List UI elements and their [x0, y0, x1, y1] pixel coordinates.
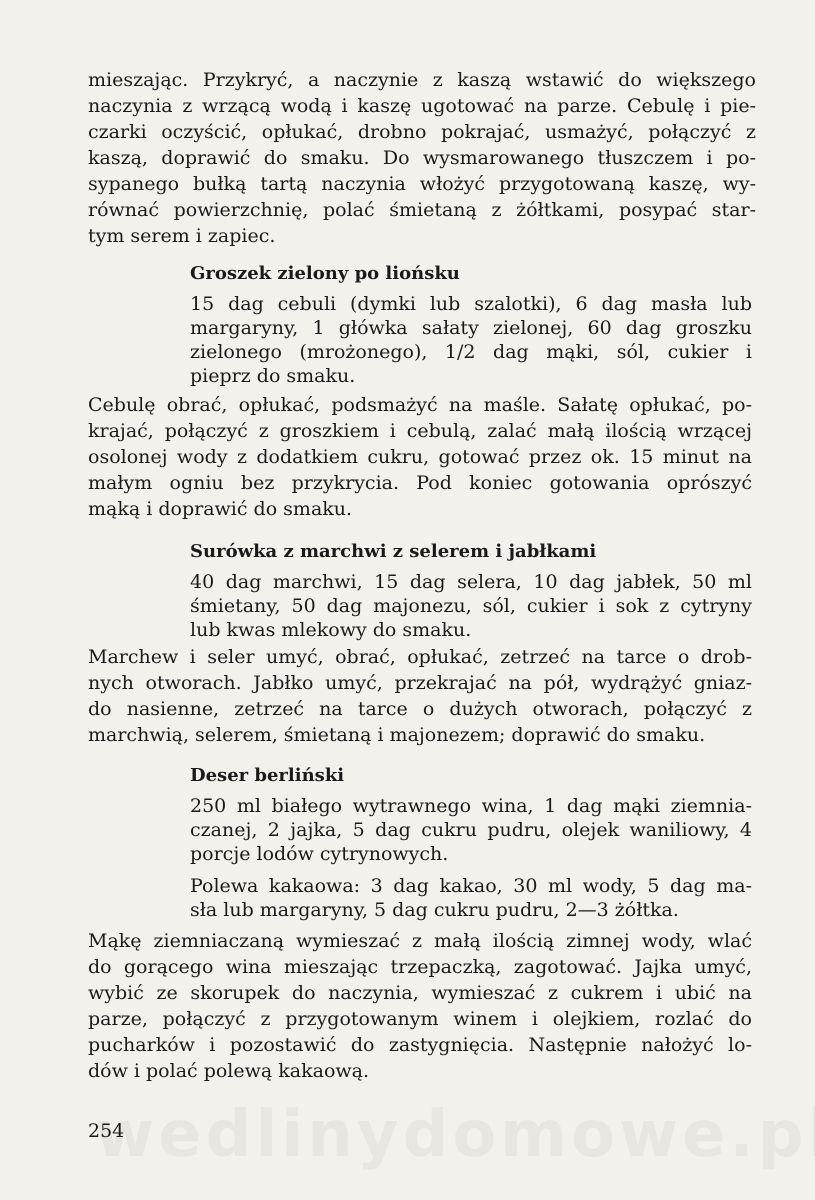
text-line: dów i polać polewą kakaową. — [88, 1060, 370, 1082]
text-line: pucharków i pozostawić do zastygnięcia. Następnie nałożyć lo- — [88, 1034, 752, 1056]
text-line: 250 ml białego wytrawnego wina, 1 dag mąki ziemnia- — [190, 795, 752, 817]
text-line: czarki oczyścić, opłukać, drobno pokrajać, usmażyć, połączyć z — [88, 121, 756, 143]
text-line: kaszą, doprawić do smaku. Do wysmarowanego tłuszczem i po- — [88, 147, 756, 169]
text-line: marchwią, selerem, śmietaną i majonezem; doprawić do smaku. — [88, 724, 706, 746]
text-line: Mąkę ziemniaczaną wymieszać z małą ilością zimnej wody, wlać — [88, 930, 752, 952]
text-line: nych otworach. Jabłko umyć, przekrajać na pół, wydrążyć gniaz- — [88, 672, 752, 694]
recipe-method — [88, 928, 752, 1084]
recipe-ingredients-glaze — [190, 874, 752, 922]
text-line: do nasienne, zetrzeć na tarce o dużych otworach, połączyć z — [88, 698, 752, 720]
recipe-title: Surówka z marchwi z selerem i jabłkami — [190, 541, 597, 562]
text-line: zielonego (mrożonego), 1/2 dag mąki, sól, cukier i — [190, 341, 752, 363]
recipe-method — [88, 392, 752, 522]
text-line: lub kwas mlekowy do smaku. — [190, 619, 472, 641]
text-line: Marchew i seler umyć, obrać, opłukać, zetrzeć na tarce o drob- — [88, 646, 752, 668]
text-line: równać powierzchnię, polać śmietaną z żółtkami, posypać star- — [88, 199, 756, 221]
text-line: czanej, 2 jajka, 5 dag cukru pudru, olejek waniliowy, 4 — [190, 819, 752, 841]
text-line: pieprz do smaku. — [190, 365, 356, 387]
text-line: 15 dag cebuli (dymki lub szalotki), 6 dag masła lub — [190, 293, 752, 315]
text-line: sypanego bułką tartą naczynia włożyć przygotowaną kaszę, wy- — [88, 173, 756, 195]
text-line: mąką i doprawić do smaku. — [88, 498, 353, 520]
watermark — [95, 1098, 735, 1172]
recipe-title: Groszek zielony po liońsku — [190, 263, 460, 284]
text-line: do gorącego wina mieszając trzepaczką, zagotować. Jajka umyć, — [88, 956, 752, 978]
text-line: porcje lodów cytrynowych. — [190, 843, 449, 865]
text-line: Polewa kakaowa: 3 dag kakao, 30 ml wody, 5 dag ma- — [190, 875, 752, 897]
recipe-ingredients — [190, 570, 752, 642]
text-line: tym serem i zapiec. — [88, 225, 276, 247]
text-line: naczynia z wrzącą wodą i kaszę ugotować na parze. Cebulę i pie- — [88, 95, 756, 117]
recipe-ingredients — [190, 292, 752, 388]
text-line: osolonej wody z dodatkiem cukru, gotować przez ok. 15 minut na — [88, 446, 752, 468]
text-line: wybić ze skorupek do naczynia, wymieszać z cukrem i ubić na — [88, 982, 752, 1004]
text-line: małym ogniu bez przykrycia. Pod koniec gotowania oprószyć — [88, 472, 752, 494]
text-line: krajać, połączyć z groszkiem i cebulą, zalać małą ilością wrzącej — [88, 420, 752, 442]
text-line: Cebulę obrać, opłukać, podsmażyć na maśle. Sałatę opłukać, po- — [88, 394, 752, 416]
text-line: 40 dag marchwi, 15 dag selera, 10 dag jabłek, 50 ml — [190, 571, 752, 593]
page-number: 254 — [88, 1120, 125, 1142]
text-line: margaryny, 1 główka sałaty zielonej, 60 dag groszku — [190, 317, 752, 339]
text-line: mieszając. Przykryć, a naczynie z kaszą wstawić do większego — [88, 69, 756, 91]
text-line: sła lub margaryny, 5 dag cukru pudru, 2—3 żółtka. — [190, 899, 679, 921]
recipe-method — [88, 644, 752, 748]
text-line: parze, połączyć z przygotowanym winem i olejkiem, rozlać do — [88, 1008, 752, 1030]
recipe-title: Deser berliński — [190, 765, 345, 786]
text-line: śmietany, 50 dag majonezu, sól, cukier i sok z cytryny — [190, 595, 752, 617]
intro-paragraph — [88, 67, 756, 249]
recipe-ingredients — [190, 794, 752, 866]
